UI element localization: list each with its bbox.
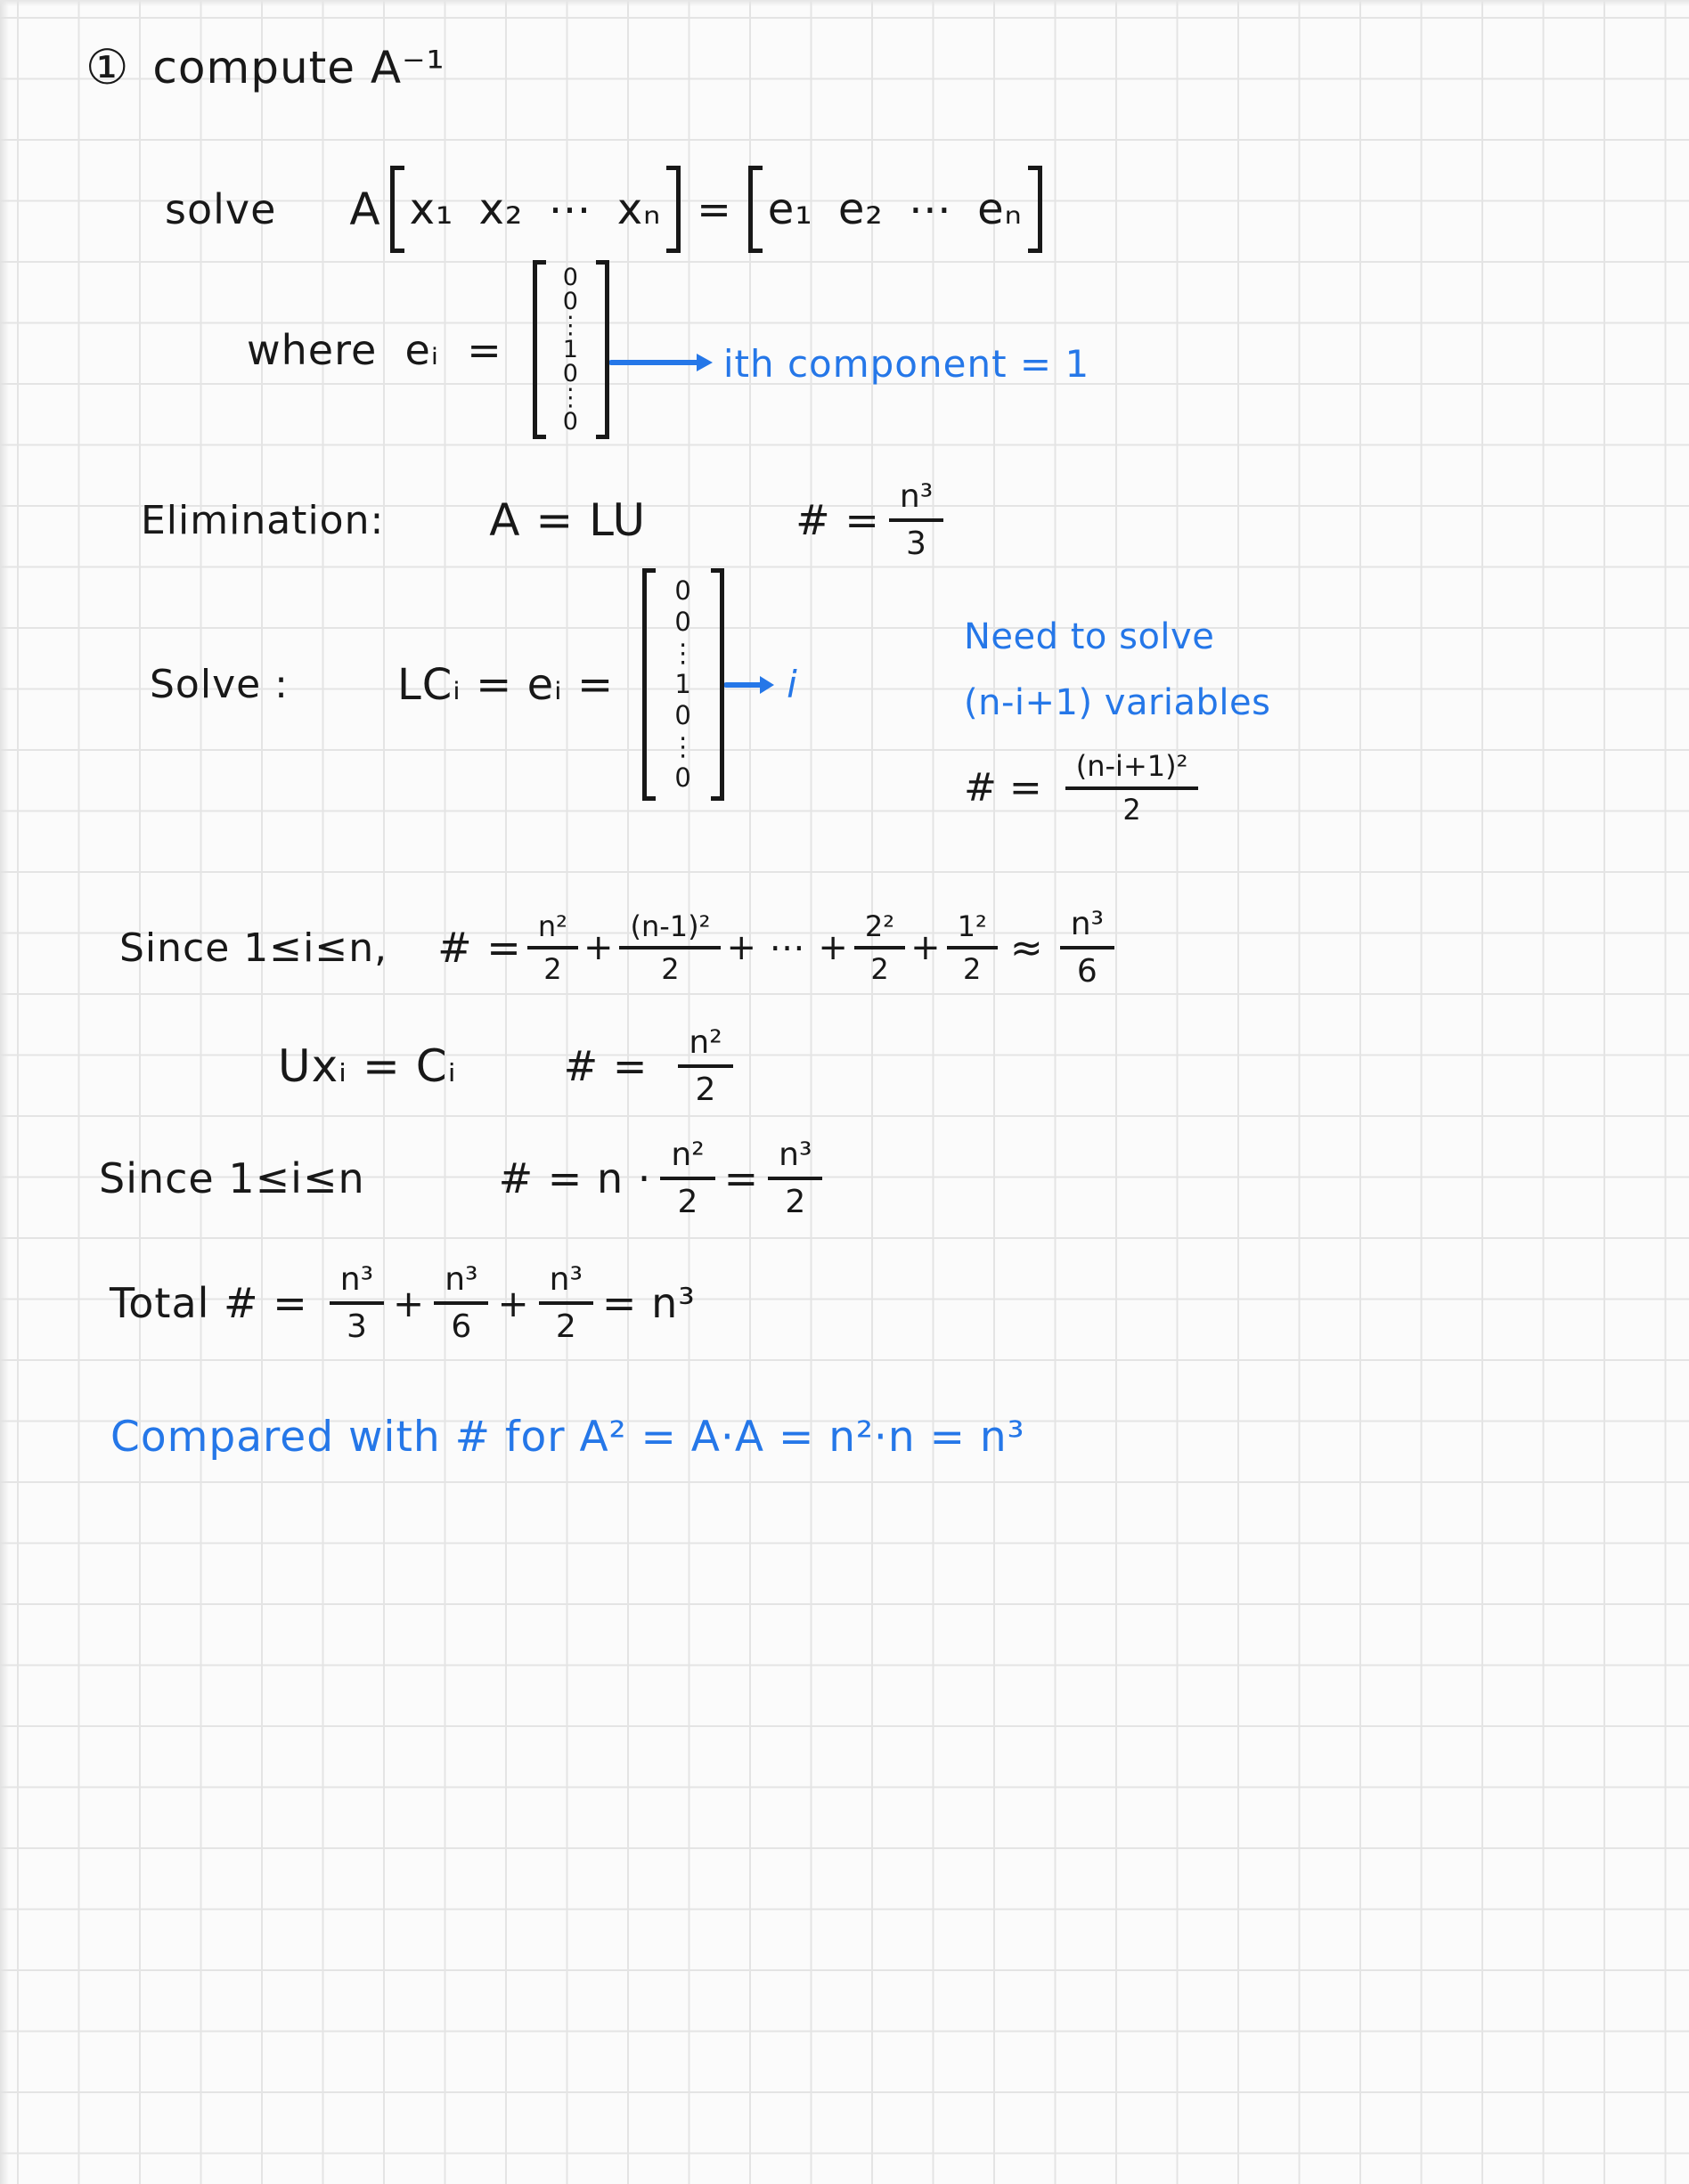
bracket-left bbox=[748, 166, 763, 253]
ellipsis-terms: + ⋯ + bbox=[726, 927, 849, 969]
paper-edge-left bbox=[0, 0, 9, 2184]
note-line-1: Need to solve bbox=[964, 616, 1215, 657]
column-vector bbox=[642, 568, 724, 801]
back-substitution-line bbox=[278, 1024, 742, 1109]
vector-entry: 0 bbox=[674, 700, 692, 730]
matrix-a-symbol: A bbox=[349, 183, 381, 235]
where-definition-line bbox=[247, 260, 1089, 439]
fraction bbox=[330, 1261, 384, 1346]
bracket-right bbox=[1028, 166, 1042, 253]
fraction-numerator: n³ bbox=[539, 1261, 593, 1305]
count-prefix: # = bbox=[796, 496, 880, 545]
paper-edge-top bbox=[0, 0, 1689, 6]
elimination-line bbox=[141, 478, 952, 563]
vector-bracket-right bbox=[596, 260, 609, 439]
fraction-numerator: n² bbox=[527, 910, 578, 950]
fraction-numerator: (n-i+1)² bbox=[1065, 750, 1199, 790]
fraction-numerator: 2² bbox=[854, 910, 905, 950]
fraction-numerator: n³ bbox=[434, 1261, 488, 1305]
vector-entry: ⋮ bbox=[670, 638, 698, 668]
fraction bbox=[768, 1137, 822, 1221]
fraction bbox=[527, 910, 578, 987]
fraction-denominator: 2 bbox=[870, 952, 889, 987]
fraction bbox=[1060, 906, 1114, 990]
count-prefix: # = bbox=[964, 765, 1042, 811]
x-vector-entries: x₁ x₂ ⋯ xₙ bbox=[409, 184, 662, 234]
side-note-block bbox=[964, 604, 1271, 827]
fraction-denominator: 2 bbox=[543, 952, 562, 987]
fraction-denominator: 2 bbox=[555, 1308, 576, 1346]
total-label: Total # = bbox=[110, 1279, 308, 1328]
comparison-text: Compared with # for A² = A·A = n²·n = n³ bbox=[110, 1413, 1025, 1462]
vector-bracket-right bbox=[711, 568, 724, 801]
fraction-numerator: (n-1)² bbox=[619, 910, 721, 950]
total-line bbox=[110, 1261, 696, 1346]
plus-sign: + bbox=[583, 927, 615, 969]
count-prefix: # = bbox=[563, 1042, 649, 1091]
fraction-denominator: 2 bbox=[695, 1072, 716, 1109]
comparison-line bbox=[110, 1413, 1025, 1462]
vector-entry: ⋮ bbox=[558, 384, 583, 412]
total-result: = n³ bbox=[601, 1279, 696, 1328]
fraction-denominator: 6 bbox=[451, 1308, 472, 1346]
vector-entry: 0 bbox=[674, 575, 692, 606]
equals-sign: = bbox=[697, 185, 732, 233]
vector-entry: 0 bbox=[674, 762, 692, 793]
fraction-numerator: n² bbox=[660, 1137, 714, 1180]
fraction bbox=[1065, 750, 1199, 827]
solve-equation-line bbox=[165, 166, 1051, 253]
fraction-denominator: 3 bbox=[346, 1308, 367, 1346]
step-number-icon: ① bbox=[86, 39, 130, 95]
approx-sign: ≈ bbox=[1009, 925, 1044, 971]
fraction-denominator: 2 bbox=[661, 952, 680, 987]
elimination-label: Elimination: bbox=[141, 497, 385, 543]
fraction-numerator: n³ bbox=[1060, 906, 1114, 949]
ux-formula: Uxᵢ = Cᵢ bbox=[278, 1040, 457, 1093]
sum-line bbox=[119, 906, 1123, 990]
fraction bbox=[678, 1024, 732, 1109]
since-total-line bbox=[99, 1137, 831, 1221]
fraction-numerator: n² bbox=[678, 1024, 732, 1068]
fraction-denominator: 6 bbox=[1076, 953, 1097, 990]
count-prefix: # = n · bbox=[498, 1154, 652, 1203]
fraction-denominator: 2 bbox=[963, 952, 982, 987]
fraction bbox=[947, 910, 998, 987]
fraction bbox=[854, 910, 905, 987]
vector-entry: 0 bbox=[562, 408, 579, 436]
solve-label: solve bbox=[165, 185, 277, 233]
arrow-right-icon bbox=[724, 673, 776, 697]
fraction-denominator: 2 bbox=[677, 1184, 698, 1221]
column-vector bbox=[533, 260, 609, 439]
vector-entry: 0 bbox=[562, 288, 579, 315]
bracket-right bbox=[666, 166, 681, 253]
since-label: Since 1≤i≤n bbox=[99, 1154, 365, 1203]
page-title: compute A⁻¹ bbox=[152, 41, 445, 94]
solve-step-line bbox=[150, 568, 798, 801]
fraction-numerator: n³ bbox=[330, 1261, 384, 1305]
vector-bracket-left bbox=[533, 260, 546, 439]
vector-bracket-left bbox=[642, 568, 656, 801]
count-prefix: # = bbox=[437, 924, 522, 973]
since-label: Since 1≤i≤n, bbox=[119, 925, 388, 971]
fraction-denominator: 3 bbox=[906, 526, 926, 563]
fraction bbox=[889, 478, 943, 563]
solve-step-label: Solve : bbox=[150, 662, 289, 707]
lc-formula: LCᵢ = eᵢ = bbox=[397, 659, 615, 710]
fraction bbox=[660, 1137, 714, 1221]
vector-entry: ⋮ bbox=[558, 312, 583, 339]
fraction bbox=[619, 910, 721, 987]
where-label: where eᵢ = bbox=[247, 325, 502, 374]
title-line bbox=[86, 39, 445, 95]
vector-entry: 0 bbox=[562, 264, 579, 291]
plus-sign: + bbox=[910, 927, 942, 969]
e-vector-entries: e₁ e₂ ⋯ eₙ bbox=[767, 184, 1023, 234]
plus-sign: + bbox=[497, 1281, 530, 1325]
arrow-right-icon bbox=[609, 351, 714, 374]
vector-entry: ⋮ bbox=[670, 731, 698, 762]
component-annotation: ith component = 1 bbox=[722, 342, 1090, 386]
fraction-numerator: n³ bbox=[889, 478, 943, 522]
fraction bbox=[434, 1261, 488, 1346]
fraction-numerator: 1² bbox=[947, 910, 998, 950]
vector-entry: 1 bbox=[562, 336, 579, 363]
vector-entry: 0 bbox=[674, 607, 692, 637]
lu-formula: A = LU bbox=[489, 494, 647, 547]
equals-sign: = bbox=[723, 1154, 760, 1203]
fraction bbox=[539, 1261, 593, 1346]
fraction-denominator: 2 bbox=[1122, 792, 1141, 827]
vector-entry: 1 bbox=[674, 669, 692, 699]
vector-entry: 0 bbox=[562, 360, 579, 387]
fraction-denominator: 2 bbox=[785, 1184, 806, 1221]
vector-entries bbox=[546, 260, 596, 439]
vector-entries bbox=[656, 568, 711, 801]
bracket-left bbox=[390, 166, 404, 253]
fraction-numerator: n³ bbox=[768, 1137, 822, 1180]
plus-sign: + bbox=[393, 1281, 426, 1325]
note-line-2: (n-i+1) variables bbox=[964, 682, 1271, 723]
row-pointer-label: i bbox=[787, 663, 798, 706]
